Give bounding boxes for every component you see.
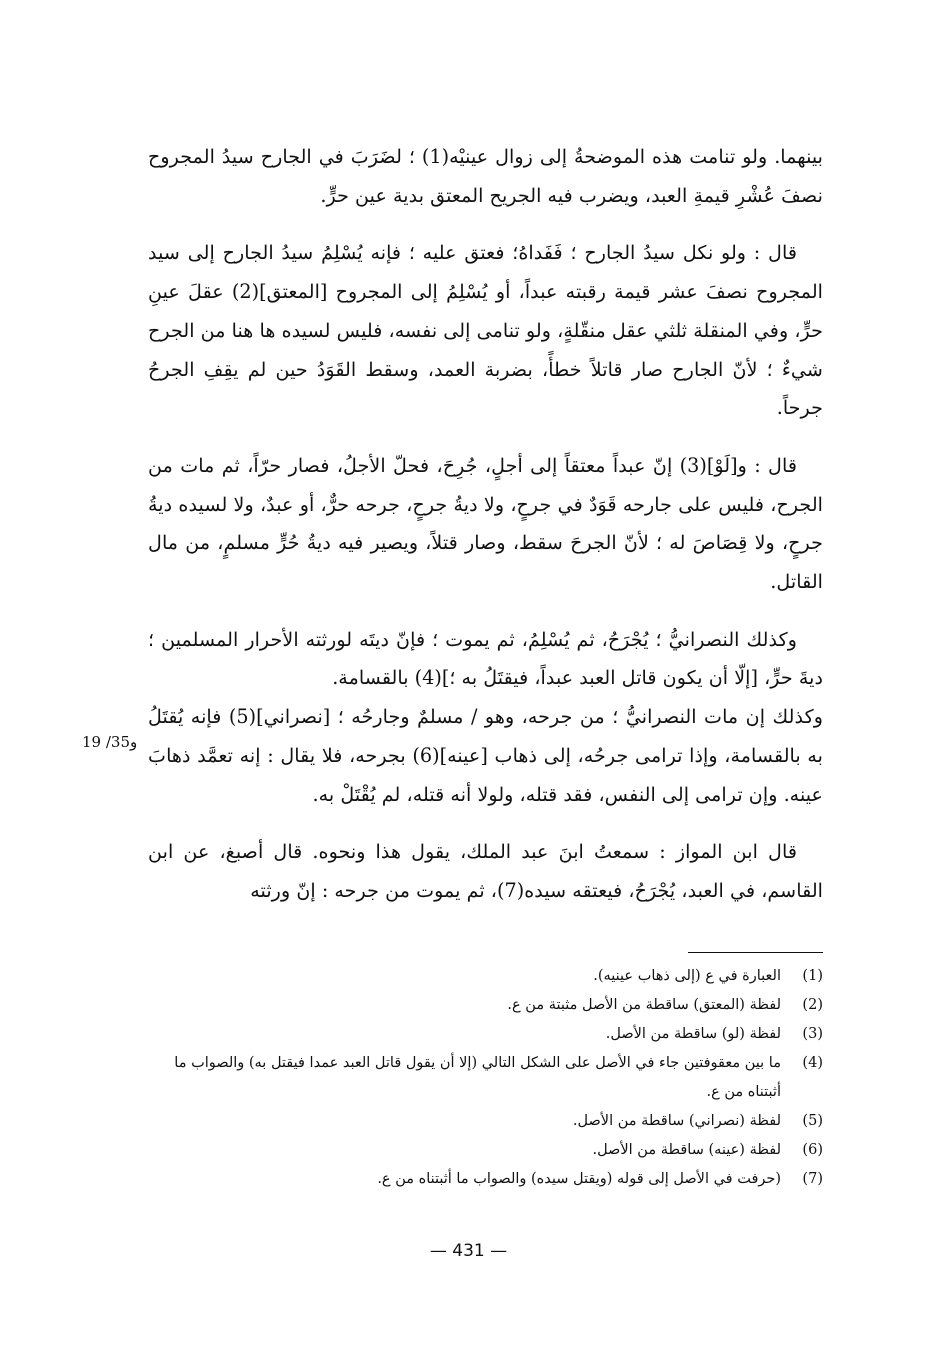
- footnote-number: (1): [802, 968, 823, 984]
- paragraph-5: وكذلك إن مات النصرانيُّ ؛ من جرحه، وهو / مسلمٌ وجارحُه ؛ [نصراني](5) فإنه يُقتَلُ به بالقسامة، وإذا ترامى جرحُه، إلى ذهاب [عينه](6) بجرحه، فلا يقال : إنه تعمَّد ذهابَ عينه. وإن ترامى إلى النفس، فقد قتله، ولولا أنه قتله، لم يُقْتَلْ به.: [148, 705, 823, 806]
- paragraph-3: قال : و[لَوْ](3) إنّ عبداً معتقاً إلى أجلٍ، جُرِحَ، فحلّ الأجلُ، فصار حرّاً، ثم مات من الجرح، فليس على جارحه قَوَدٌ في جرحٍ، ولا ديةُ جرحٍ، جرحه حرٌّ، أو عبدٌ، ولا لسيده ديةُ جرحٍ، ولا قِصَاصَ له ؛ لأنّ الجرحَ سقط، وصار قتلاً، ويصير فيه ديةُ حُرٍّ مسلمٍ، من مال القاتل.: [148, 453, 823, 594]
- footnote-text: لفظة (المعتق) ساقطة من الأصل مثبتة من ع.: [507, 997, 781, 1013]
- footnote-number: (7): [802, 1171, 823, 1187]
- footnote-item: [140, 1136, 823, 1165]
- footnote-text: لفظة (نصراني) ساقطة من الأصل.: [572, 1113, 781, 1129]
- footnotes: [140, 962, 823, 1194]
- footnote-item: [140, 991, 823, 1020]
- footnote-text: لفظة (لو) ساقطة من الأصل.: [605, 1026, 781, 1042]
- footnote-number: (6): [802, 1142, 823, 1158]
- footnote-number: (5): [802, 1113, 823, 1129]
- footnote-text: ما بين معقوفتين جاء في الأصل على الشكل التالي (إلا أن يقول قاتل العبد عمدا فيقتل به) والصواب ما أثبتناه من ع.: [174, 1055, 781, 1100]
- footnote-item: [140, 1107, 823, 1136]
- footnote-item: [140, 1049, 823, 1107]
- paragraph-6: قال ابن المواز : سمعتُ ابنَ عبد الملك، يقول هذا ونحوه. قال أصبغ، عن ابن القاسم، في العبد، يُجْرَحُ، فيعتقه سيده(7)، ثم يموت من جرحه : إنّ ورثته: [148, 840, 823, 902]
- margin-folio-note: 19 /35و: [82, 733, 138, 751]
- footnote-text: (حرفت في الأصل إلى قوله (ويقتل سيده) والصواب ما أثبتناه من ع.: [377, 1171, 781, 1187]
- footnote-text: العبارة في ع (إلى ذهاب عينيه).: [593, 968, 781, 984]
- footnote-number: (3): [802, 1026, 823, 1042]
- footnote-item: [140, 1165, 823, 1194]
- footnote-divider: [688, 952, 823, 953]
- footnote-item: [140, 962, 823, 991]
- footnote-item: [140, 1020, 823, 1049]
- paragraph-1: بينهما. ولو تنامت هذه الموضحةُ إلى زوال عينيْه(1) ؛ لضَرَبَ في الجارح سيدُ المجروح نصفَ عُشْرِ قيمةِ العبد، ويضرب فيه الجريح المعتق بدية عين حرٍّ.: [148, 145, 823, 207]
- footnote-text: لفظة (عينه) ساقطة من الأصل.: [592, 1142, 781, 1158]
- footnote-number: (4): [802, 1055, 823, 1071]
- paragraph-4: وكذلك النصرانيُّ ؛ يُجْرَحُ، ثم يُسْلِمُ، ثم يموت ؛ فإنّ ديتَه لورثته الأحرار المسلمين ؛ ديةَ حرٍّ، [إلّا أن يكون قاتل العبد عبداً، فيقتَلُ به ؛](4) بالقسامة.: [148, 627, 823, 690]
- paragraph-2: قال : ولو نكل سيدُ الجارح ؛ فَفَداهُ؛ فعتق عليه ؛ فإنه يُسْلِمُ سيدُ الجارح إلى سيد المجروح نصفَ عشر قيمة رقبته عبداً، أو يُسْلِمُ إلى المجروح [المعتق](2) عقلَ عينِ حرٍّ، وفي المنقلة ثلثي عقل منقّلةٍ، ولو تنامى إلى نفسه، فليس لسيده ها هنا من الجرح شيءٌ ؛ لأنّ الجارح صار قاتلاً خطأً، بضربة العمد، وسقط القَوَدُ حين لم يقِفِ الجرحُ جرحاً.: [148, 241, 823, 420]
- footnote-number: (2): [802, 997, 823, 1013]
- main-text: [148, 138, 823, 930]
- page-number: — 431 —: [429, 1241, 508, 1261]
